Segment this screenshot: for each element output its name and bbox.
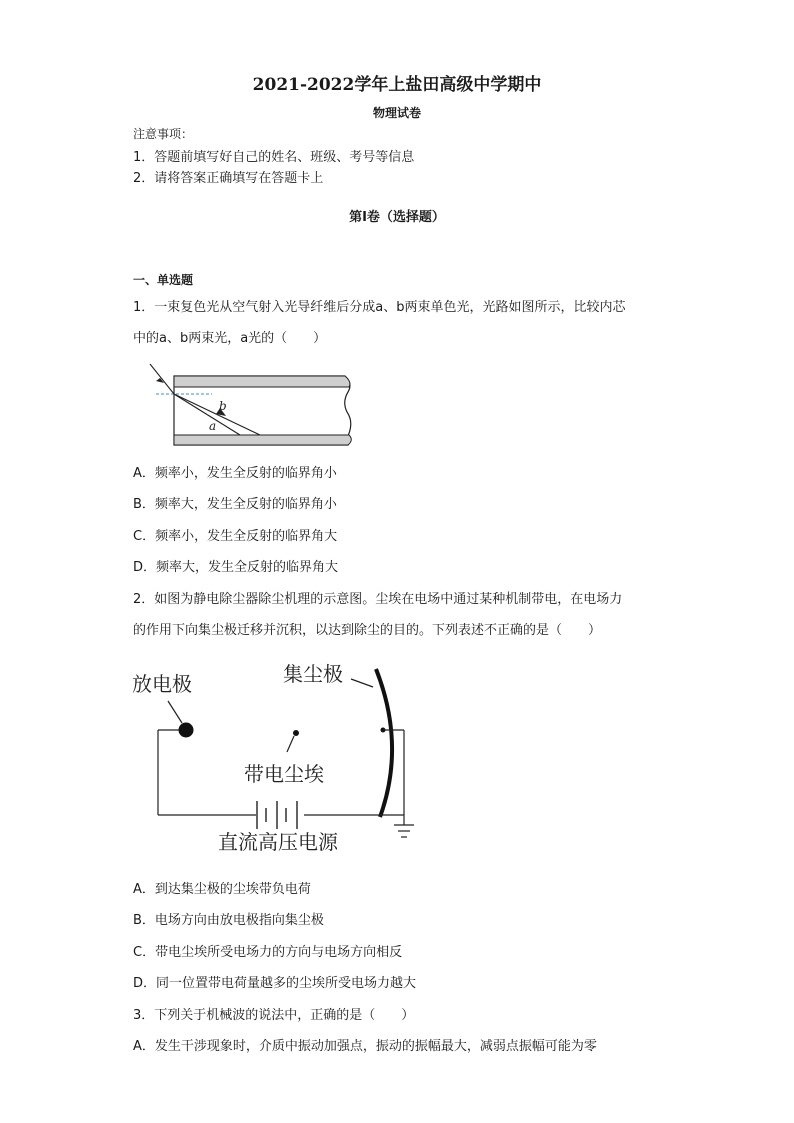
- ray-a: [174, 394, 240, 435]
- notes-heading: 注意事项：: [133, 127, 194, 141]
- collector-plate: [376, 669, 392, 817]
- label-b: b: [219, 399, 227, 413]
- label-collector: 集尘极: [283, 662, 343, 686]
- optical-fiber-figure: [140, 358, 360, 450]
- q2-text-line1: 2．如图为静电除尘器除尘机理的示意图。尘埃在电场中通过某种机制带电，在电场力: [133, 592, 623, 607]
- incident-ray: [150, 364, 174, 394]
- q2-option-c[interactable]: C．带电尘埃所受电场力的方向与电场方向相反: [133, 945, 403, 960]
- electrostatic-precipitator-figure: [128, 655, 428, 865]
- discharge-electrode: [179, 723, 194, 738]
- label-discharge-electrode: 放电极: [132, 672, 192, 696]
- q3-option-a[interactable]: A．发生干涉现象时，介质中振动加强点，振动的振幅最大，减弱点振幅可能为零: [133, 1039, 597, 1054]
- part-heading: 一、单选题: [133, 273, 194, 287]
- q3-text-line1: 3．下列关于机械波的说法中，正确的是（ ）: [133, 1008, 415, 1023]
- q1-option-b[interactable]: B．频率大，发生全反射的临界角小: [133, 497, 337, 512]
- label-a: a: [209, 419, 217, 433]
- fiber-outer-band-top: [174, 376, 350, 387]
- exam-title: 2021-2022学年上盐田高级中学期中: [252, 75, 542, 95]
- q2-option-d[interactable]: D．同一位置带电荷量越多的尘埃所受电场力越大: [133, 976, 417, 991]
- collector-leader: [351, 679, 373, 687]
- note-item: 2．请将答案正确填写在答题卡上: [133, 171, 324, 186]
- q2-text-line2: 的作用下向集尘极迁移并沉积，以达到除尘的目的。下列表述不正确的是（ ）: [133, 623, 602, 638]
- dust-particle: [293, 730, 299, 736]
- q1-option-d[interactable]: D．频率大，发生全反射的临界角大: [133, 560, 339, 575]
- q2-option-a[interactable]: A．到达集尘极的尘埃带负电荷: [133, 882, 311, 897]
- q1-text-line1: 1．一束复色光从空气射入光导纤维后分成a、b两束单色光，光路如图所示，比较内芯: [133, 300, 626, 315]
- fiber-outer-band-bottom: [174, 435, 351, 445]
- dust-leader: [287, 736, 294, 752]
- q1-option-c[interactable]: C．频率小，发生全反射的临界角大: [133, 529, 338, 544]
- ray-b: [174, 394, 260, 435]
- label-charged-dust: 带电尘埃: [244, 762, 324, 786]
- discharge-leader: [168, 701, 182, 723]
- q1-text-line2: 中的a、b两束光，a光的（ ）: [133, 331, 327, 346]
- section-title: 第I卷（选择题）: [349, 210, 445, 225]
- q1-option-a[interactable]: A．频率小，发生全反射的临界角小: [133, 466, 337, 481]
- exam-subtitle: 物理试卷: [372, 106, 421, 120]
- note-item: 1．答题前填写好自己的姓名、班级、考号等信息: [133, 150, 415, 165]
- q2-option-b[interactable]: B．电场方向由放电极指向集尘极: [133, 913, 324, 928]
- label-power-supply: 直流高压电源: [218, 830, 338, 854]
